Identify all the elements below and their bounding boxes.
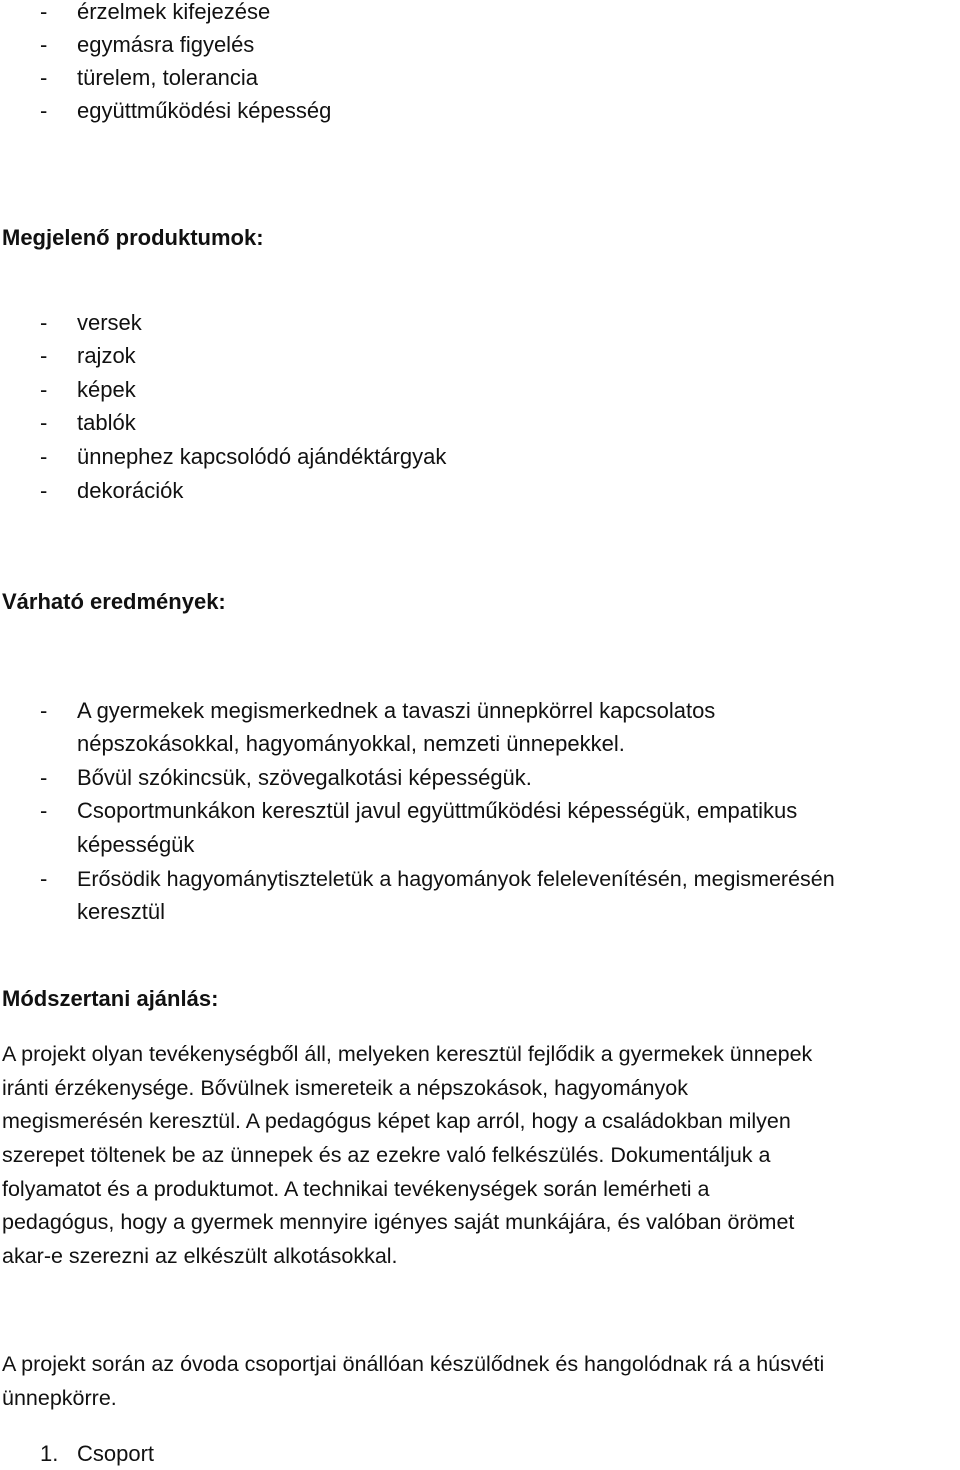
paragraph-line: A projekt során az óvoda csoportjai önállóan készülődnek és hangolódnak rá a húsvéti [2, 1352, 825, 1376]
paragraph-line: szerepet töltenek be az ünnepek és az ezekre való felkészülés. Dokumentáljuk a [2, 1143, 771, 1167]
list-item-text: népszokásokkal, hagyományokkal, nemzeti ünnepekkel. [77, 731, 625, 756]
list-dash: - [40, 765, 48, 790]
list-dash: - [40, 98, 48, 123]
list-item-text: Csoportmunkákon keresztül javul együttműködési képességük, empatikus [77, 798, 798, 823]
list-item-text: képek [77, 377, 136, 402]
list-item-text: versek [77, 310, 142, 335]
list-item-text: dekorációk [77, 478, 184, 503]
list-item-text: ünnephez kapcsolódó ajándéktárgyak [77, 444, 447, 469]
list-dash: - [40, 444, 48, 469]
list-item-text: türelem, tolerancia [77, 65, 258, 90]
list-item-text: Bővül szókincsük, szövegalkotási képességük. [77, 765, 532, 790]
list-item-text: rajzok [77, 343, 136, 368]
list-dash: - [40, 377, 48, 402]
products-heading: Megjelenő produktumok: [2, 225, 264, 250]
list-dash: - [40, 343, 48, 368]
results-heading: Várható eredmények: [2, 589, 226, 614]
list-item-text: egymásra figyelés [77, 32, 255, 57]
paragraph-line: pedagógus, hogy a gyermek mennyire igényes saját munkájára, és valóban örömet [2, 1210, 795, 1234]
list-dash: - [40, 698, 48, 723]
list-item-text: érzelmek kifejezése [77, 0, 271, 24]
list-dash: - [40, 866, 48, 891]
paragraph-line: A projekt olyan tevékenységből áll, melyeken keresztül fejlődik a gyermekek ünnepek [2, 1042, 813, 1066]
paragraph-line: megismerésén keresztül. A pedagógus képet kap arról, hogy a családokban milyen [2, 1109, 791, 1133]
list-dash: - [40, 32, 48, 57]
list-dash: - [40, 310, 48, 335]
item-number: 1. [40, 1441, 59, 1466]
list-dash: - [40, 410, 48, 435]
paragraph-line: ünnepkörre. [2, 1386, 117, 1410]
list-dash: - [40, 65, 48, 90]
paragraph-line: akar-e szerezni az elkészült alkotásokkal. [2, 1244, 398, 1268]
list-item-text: keresztül [77, 899, 166, 924]
list-dash: - [40, 798, 48, 823]
paragraph-line: iránti érzékenysége. Bővülnek ismereteik a népszokások, hagyományok [2, 1076, 688, 1100]
list-item-text: tablók [77, 410, 136, 435]
list-item-text: A gyermekek megismerkednek a tavaszi ünnepkörrel kapcsolatos [77, 698, 716, 723]
list-dash: - [40, 478, 48, 503]
item-label: Csoport [77, 1441, 155, 1466]
paragraph-line: folyamatot és a produktumot. A technikai tevékenységek során lemérheti a [2, 1177, 710, 1201]
list-dash: - [40, 0, 48, 24]
list-item-text: képességük [77, 832, 195, 857]
methodology-heading: Módszertani ajánlás: [2, 986, 219, 1011]
list-item-text: Erősödik hagyománytiszteletük a hagyományok felelevenítésén, megismerésén [77, 867, 835, 891]
list-item-text: együttműködési képesség [77, 98, 332, 123]
